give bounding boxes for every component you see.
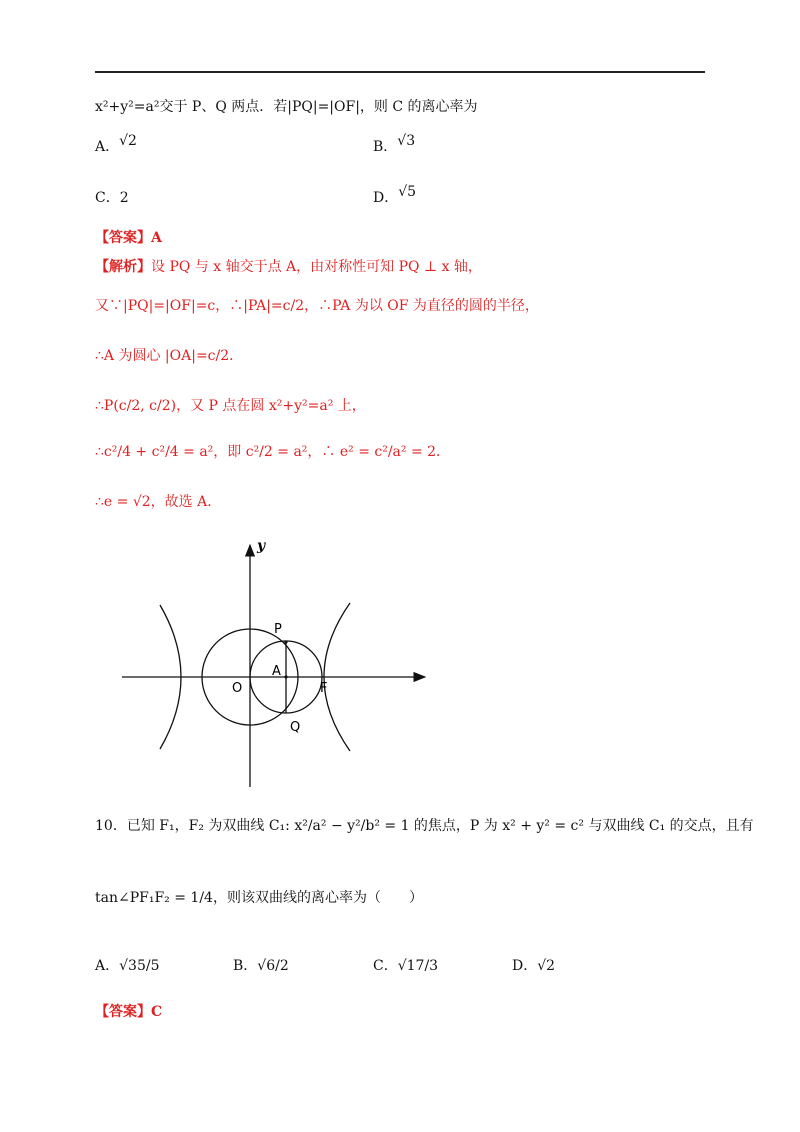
problem10-option-c: C．√17/3 bbox=[373, 958, 439, 974]
problem9-analysis-line-5: ∴c²/4 + c²/4 = a²，即 c²/2 = a²，∴ e² = c²/a² = 2． bbox=[95, 444, 451, 460]
problem9-option-b: B．√3 bbox=[373, 133, 416, 155]
hyperbola-diagram bbox=[120, 535, 430, 790]
problem9-analysis-line-4: ∴P(c/2, c/2)，又 P 点在圆 x²+y²=a² 上， bbox=[95, 398, 366, 414]
hyperbola-figure bbox=[120, 535, 430, 790]
label-y: y bbox=[257, 538, 266, 554]
label-a: A bbox=[272, 664, 281, 679]
label-o: O bbox=[232, 681, 243, 696]
point-a-dot bbox=[284, 675, 287, 678]
problem9-option-c: C．2 bbox=[95, 190, 129, 206]
problem9-analysis-line-6: ∴e = √2，故选 A． bbox=[95, 494, 222, 510]
label-p: P bbox=[274, 622, 282, 637]
problem9-option-d: D．√5 bbox=[373, 184, 417, 206]
problem10-answer: 【答案】C bbox=[95, 1004, 163, 1020]
problem9-analysis-line-2: 又∵|PQ|=|OF|=c，∴|PA|=c/2，∴PA 为以 OF 为直径的圆的半径， bbox=[95, 298, 539, 314]
problem9-stem: x²+y²=a²交于 P、Q 两点．若|PQ|=|OF|，则 C 的离心率为 bbox=[95, 99, 478, 115]
problem10-option-d: D．√2 bbox=[512, 958, 556, 974]
problem10-option-b: B．√6/2 bbox=[233, 958, 289, 974]
label-f: F bbox=[320, 681, 328, 696]
point-p-dot bbox=[284, 640, 287, 643]
problem10-stem-line-2: tan∠PF₁F₂ = 1/4，则该双曲线的离心率为（ ） bbox=[95, 890, 423, 906]
label-q: Q bbox=[290, 720, 301, 735]
header-rule bbox=[95, 71, 705, 73]
problem9-answer: 【答案】A bbox=[95, 230, 162, 246]
problem9-analysis-line-3: ∴A 为圆心 |OA|=c/2． bbox=[95, 348, 244, 364]
problem9-option-a: A．√2 bbox=[95, 133, 137, 155]
problem9-analysis-line-1: 【解析】设 PQ 与 x 轴交于点 A，由对称性可知 PQ ⊥ x 轴， bbox=[95, 259, 482, 275]
problem10-option-a: A．√35/5 bbox=[95, 958, 160, 974]
problem10-stem-line-1: 10．已知 F₁，F₂ 为双曲线 C₁: x²/a² − y²/b² = 1 的焦点，P 为 x² + y² = c² 与双曲线 C₁ 的交点，且有 bbox=[95, 818, 754, 834]
